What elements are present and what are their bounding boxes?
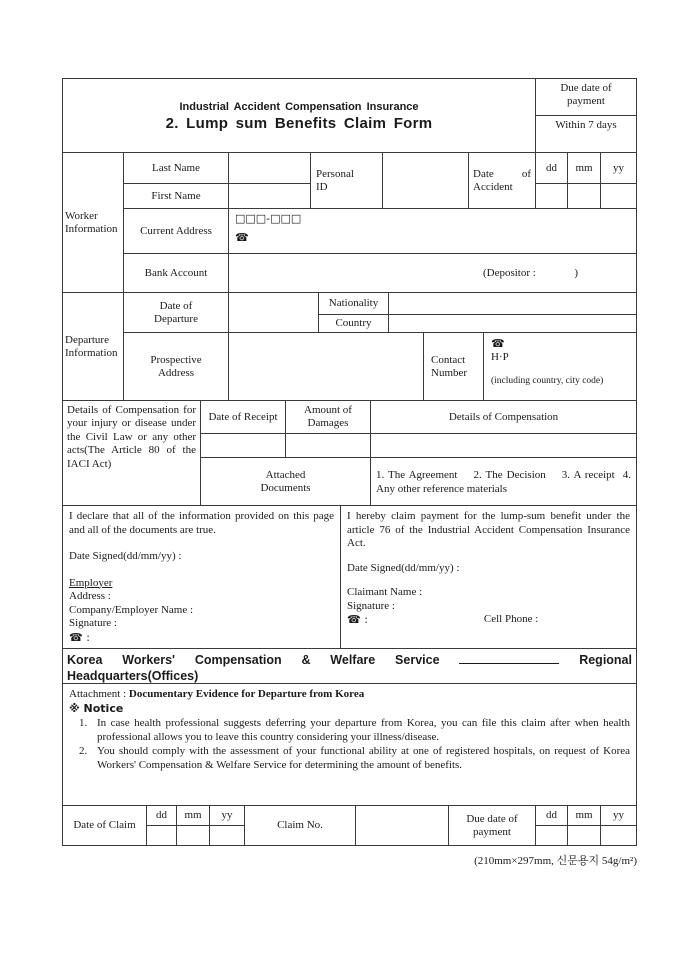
departure-info-section-label: Departure Information: [62, 292, 124, 401]
accident-dd-label: dd: [535, 152, 568, 184]
date-of-receipt-header: Date of Receipt: [200, 400, 286, 434]
paper-spec-note: (210mm×297mm, 신문용지 54g/m²): [474, 855, 637, 867]
contact-number-label: Contact Number: [423, 332, 484, 401]
payment-yy-field[interactable]: [600, 825, 637, 846]
current-address-field[interactable]: [228, 208, 637, 254]
date-of-receipt-field[interactable]: [200, 433, 286, 458]
form-title-cell: [62, 78, 536, 153]
claim-yy-field[interactable]: [209, 825, 245, 846]
date-of-departure-field[interactable]: [228, 292, 319, 333]
accident-mm-label: mm: [567, 152, 601, 184]
last-name-field[interactable]: [228, 152, 311, 184]
date-signed-label: Date Signed(dd/mm/yy) :: [69, 550, 182, 562]
contact-number-field[interactable]: [483, 332, 637, 401]
payment-mm-field[interactable]: [567, 825, 601, 846]
claim-mm-label: mm: [176, 805, 210, 826]
due-date-value: Within 7 days: [555, 119, 617, 131]
payment-dd-field[interactable]: [535, 825, 568, 846]
personal-id-label: Personal ID: [310, 152, 383, 209]
nationality-field[interactable]: [388, 292, 637, 315]
amount-of-damages-header: Amount of Damages: [285, 400, 371, 434]
claim-form-table: [62, 78, 637, 846]
company-name-label: Company/Employer Name :: [69, 603, 194, 616]
contact-note: (including country, city code): [491, 376, 604, 386]
employer-phone-label: ☎ :: [69, 630, 90, 644]
payment-dd-label: dd: [535, 805, 568, 826]
nationality-label: Nationality: [318, 292, 389, 315]
hp-label: H·P: [491, 351, 509, 363]
claim-dd-label: dd: [146, 805, 177, 826]
office-line-cell: [62, 648, 637, 684]
compensation-section-label: Details of Compensation for your injury or disease under the Civil Law or any other acts(The Article 80 of the IACI Act): [62, 400, 201, 506]
prospective-address-field[interactable]: [228, 332, 424, 401]
payment-yy-label: yy: [600, 805, 637, 826]
date-signed-label: Date Signed(dd/mm/yy) :: [347, 561, 460, 574]
attached-documents-label: Attached Documents: [200, 457, 371, 506]
claimant-statement: I hereby claim payment for the lump-sum benefit under the article 76 of the Industrial Accident Compensation Insurance Act.: [347, 510, 630, 549]
notice-item-2: 2. You should comply with the assessment of your functional ability at one of registered hospitals, on request of Korea Workers' Compensation & Welfare Service for determining the amount of benefits.: [79, 745, 630, 771]
claim-yy-label: yy: [209, 805, 245, 826]
office-line-prefix: Korea Workers' Compensation & Welfare Service: [67, 653, 440, 667]
attached-documents-list: 1. The Agreement 2. The Decision 3. A receipt 4. Any other reference materials: [370, 457, 637, 506]
form-title-small: Industrial Accident Compensation Insurance: [179, 101, 419, 113]
notice-cell: [62, 683, 637, 806]
bank-account-field[interactable]: [228, 253, 637, 293]
details-of-compensation-field[interactable]: [370, 433, 637, 458]
employer-heading: Employer: [69, 576, 113, 589]
accident-yy-field[interactable]: [600, 183, 637, 209]
attachment-line: [69, 687, 630, 702]
claimant-name-label: Claimant Name :: [347, 586, 423, 598]
accident-dd-field[interactable]: [535, 183, 568, 209]
accident-mm-field[interactable]: [567, 183, 601, 209]
details-of-compensation-header: Details of Compensation: [370, 400, 637, 434]
prospective-address-label: Prospective Address: [123, 332, 229, 401]
country-label: Country: [318, 314, 389, 333]
attachment-value: Documentary Evidence for Departure from Korea: [128, 688, 365, 700]
amount-of-damages-field[interactable]: [285, 433, 371, 458]
due-date-value-cell: [535, 115, 637, 153]
employer-statement: I declare that all of the information provided on this page and all of the documents are true.: [69, 510, 334, 536]
postal-code-boxes: □□□-□□□: [235, 212, 302, 225]
worker-info-section-label: Worker Information: [62, 152, 124, 293]
first-name-label: First Name: [123, 183, 229, 209]
notice-item-1: 1. In case health professional suggests deferring your departure from Korea, you can file this claim after when health professional allows you to leave this country considering your illness/disease.: [79, 717, 630, 743]
claim-dd-field[interactable]: [146, 825, 177, 846]
claim-no-field[interactable]: [355, 805, 449, 846]
attachment-label: Attachment :: [69, 688, 127, 700]
date-of-claim-label: Date of Claim: [62, 805, 147, 846]
first-name-field[interactable]: [228, 183, 311, 209]
cell-phone-label: Cell Phone :: [483, 613, 539, 625]
accident-yy-label: yy: [600, 152, 637, 184]
claim-mm-field[interactable]: [176, 825, 210, 846]
date-of-departure-label: Date of Departure: [123, 292, 229, 333]
bank-account-label: Bank Account: [123, 253, 229, 293]
employer-address-label: Address :: [69, 590, 111, 602]
phone-icon: ☎: [235, 231, 249, 244]
payment-due-date-label: Due date of payment: [448, 805, 536, 846]
depositor-label: (Depositor : ): [482, 266, 578, 279]
employer-declaration-cell[interactable]: [62, 505, 341, 649]
personal-id-field[interactable]: [382, 152, 469, 209]
form-title-main: 2. Lump sum Benefits Claim Form: [165, 115, 433, 132]
current-address-label: Current Address: [123, 208, 229, 254]
office-line-suffix: Regional Headquarters(Offices): [67, 653, 632, 683]
last-name-label: Last Name: [123, 152, 229, 184]
payment-mm-label: mm: [567, 805, 601, 826]
claimant-signature-label: Signature :: [347, 599, 395, 612]
due-date-label-cell: [535, 78, 637, 116]
date-of-accident-label: Date of Accident: [468, 152, 536, 209]
due-date-label: Due date of payment: [560, 82, 612, 107]
office-name-blank[interactable]: [459, 651, 559, 664]
phone-icon: ☎: [491, 337, 505, 350]
claimant-declaration-cell[interactable]: [340, 505, 637, 649]
claimant-phone-label: ☎ :: [347, 613, 368, 626]
employer-signature-label: Signature :: [69, 617, 117, 629]
claim-no-label: Claim No.: [244, 805, 356, 846]
notice-heading: ※ Notice: [69, 701, 124, 715]
country-field[interactable]: [388, 314, 637, 333]
